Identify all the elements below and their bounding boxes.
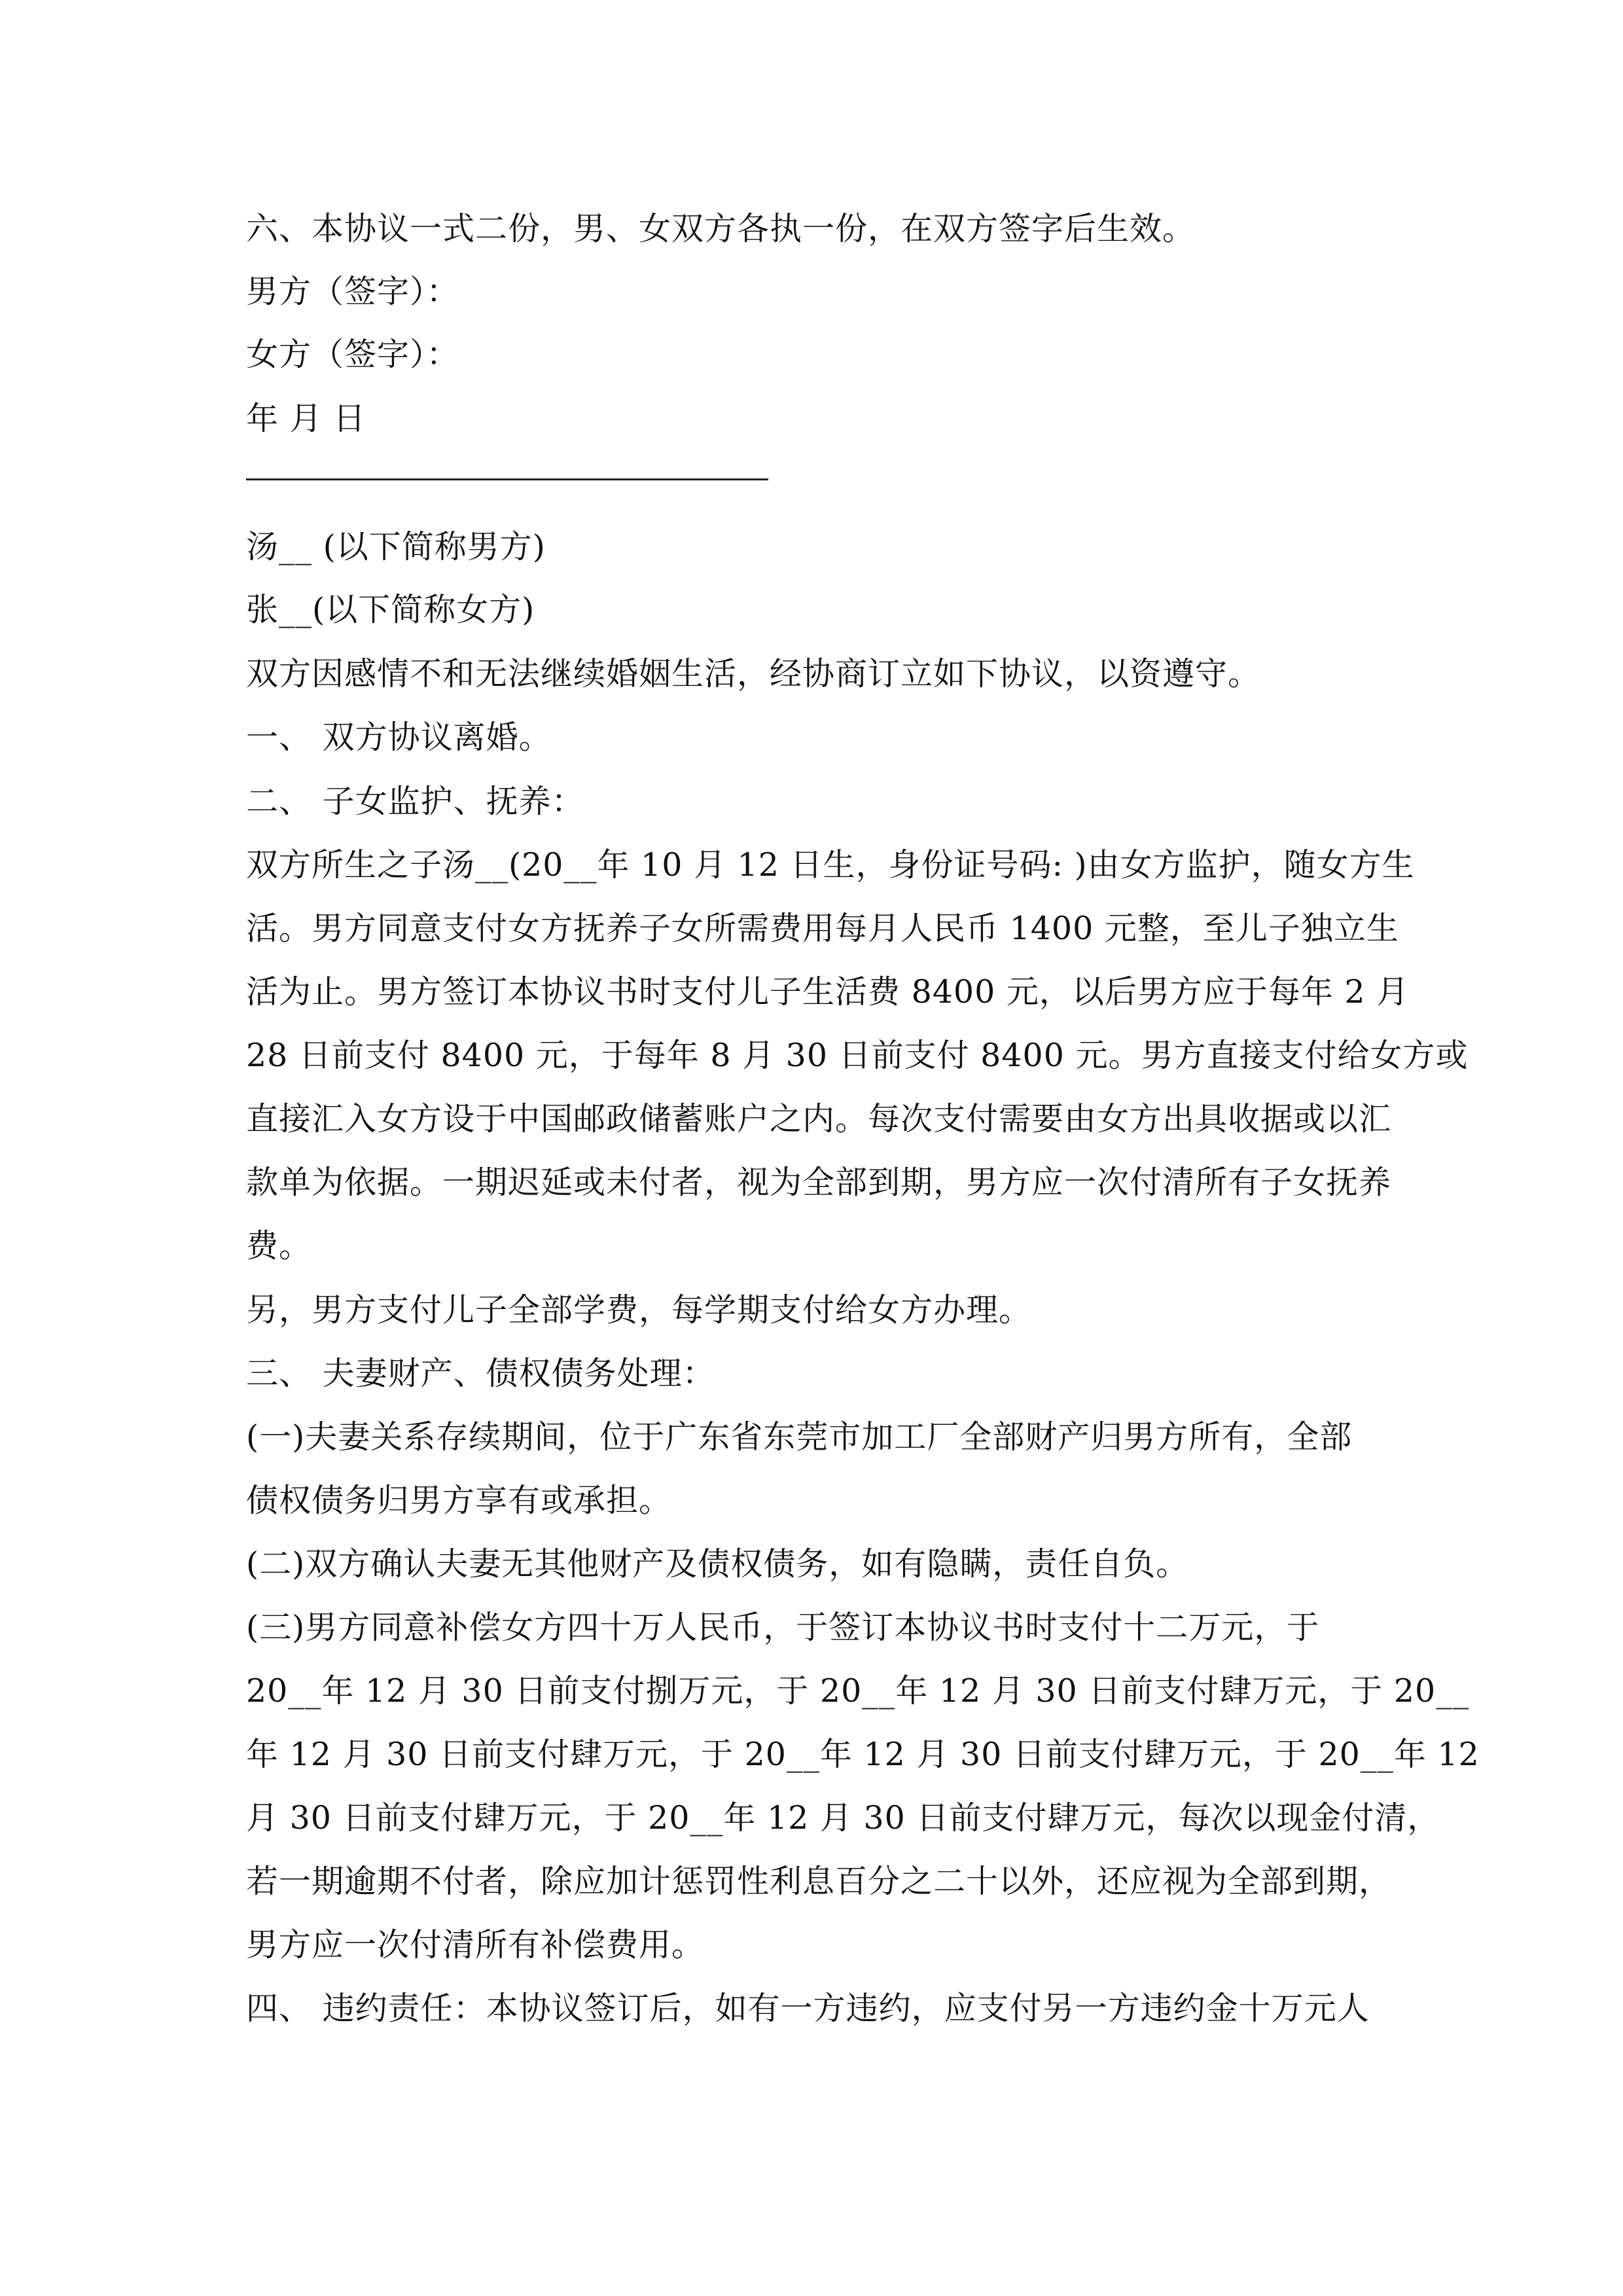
- clause-1: 一、 双方协议离婚。: [246, 719, 552, 756]
- clause-2-line: 双方所生之子汤__(20__年 10 月 12 日生，身份证号码: )由女方监护，随女方生: [246, 846, 1415, 884]
- clause-3-item-2: (二)双方确认夫妻无其他财产及债权债务，如有隐瞒，责任自负。: [246, 1545, 1189, 1583]
- clause-3-item-3-line: (三)男方同意补偿女方四十万人民币，于签订本协议书时支付十二万元，于: [246, 1609, 1320, 1646]
- clause-3-item-3-line: 月 30 日前支付肆万元，于 20__年 12 月 30 日前支付肆万元，每次以现金付清，: [246, 1799, 1440, 1837]
- clause-2-line: 直接汇入女方设于中国邮政储蓄账户之内。每次支付需要由女方出具收据或以汇: [246, 1100, 1392, 1138]
- female-party: 张__(以下简称女方): [246, 591, 535, 628]
- clause-2-line: 款单为依据。一期迟延或未付者，视为全部到期，男方应一次付清所有子女抚养: [246, 1164, 1392, 1201]
- clause-3-item-3-line: 20__年 12 月 30 日前支付捌万元，于 20__年 12 月 30 日前支付肆万元，于 20__: [246, 1672, 1470, 1710]
- preamble: 双方因感情不和无法继续婚姻生活，经协商订立如下协议，以资遵守。: [246, 655, 1261, 692]
- clause-2-tuition: 另，男方支付儿子全部学费，每学期支付给女方办理。: [246, 1291, 1032, 1329]
- date-line: 年 月 日: [246, 400, 366, 437]
- clause-3-item-1-line: (一)夫妻关系存续期间，位于广东省东莞市加工厂全部财产归男方所有，全部: [246, 1418, 1353, 1456]
- clause-3-item-1-line: 债权债务归男方享有或承担。: [246, 1482, 672, 1519]
- female-signature-line: 女方（签字）：: [246, 336, 459, 373]
- male-signature-line: 男方（签字）：: [246, 273, 459, 310]
- clause-3-item-3-line: 年 12 月 30 日前支付肆万元，于 20__年 12 月 30 日前支付肆万元，于 20__年 12: [246, 1736, 1480, 1773]
- clause-2-line: 费。: [246, 1227, 312, 1265]
- clause-4: 四、 违约责任：本协议签订后，如有一方违约，应支付另一方违约金十万元人: [246, 1990, 1370, 2027]
- clause-2-line: 活为止。男方签订本协议书时支付儿子生活费 8400 元，以后男方应于每年 2 月: [246, 973, 1410, 1011]
- section6-effective: 六、本协议一式二份，男、女双方各执一份，在双方签字后生效。: [246, 210, 1196, 247]
- clause-2-heading: 二、 子女监护、抚养：: [246, 783, 584, 820]
- male-party: 汤__ (以下简称男方): [246, 528, 546, 565]
- clause-3-item-3-line: 男方应一次付清所有补偿费用。: [246, 1926, 705, 1964]
- clause-3-item-3-line: 若一期逾期不付者，除应加计惩罚性利息百分之二十以外，还应视为全部到期，: [246, 1863, 1392, 1900]
- clause-3-heading: 三、 夫妻财产、债权债务处理：: [246, 1355, 715, 1392]
- clause-2-line: 活。男方同意支付女方抚养子女所需费用每月人民币 1400 元整，至儿子独立生: [246, 910, 1399, 947]
- horizontal-divider: [246, 478, 768, 480]
- clause-2-line: 28 日前支付 8400 元，于每年 8 月 30 日前支付 8400 元。男方直接支付给女方或: [246, 1037, 1469, 1074]
